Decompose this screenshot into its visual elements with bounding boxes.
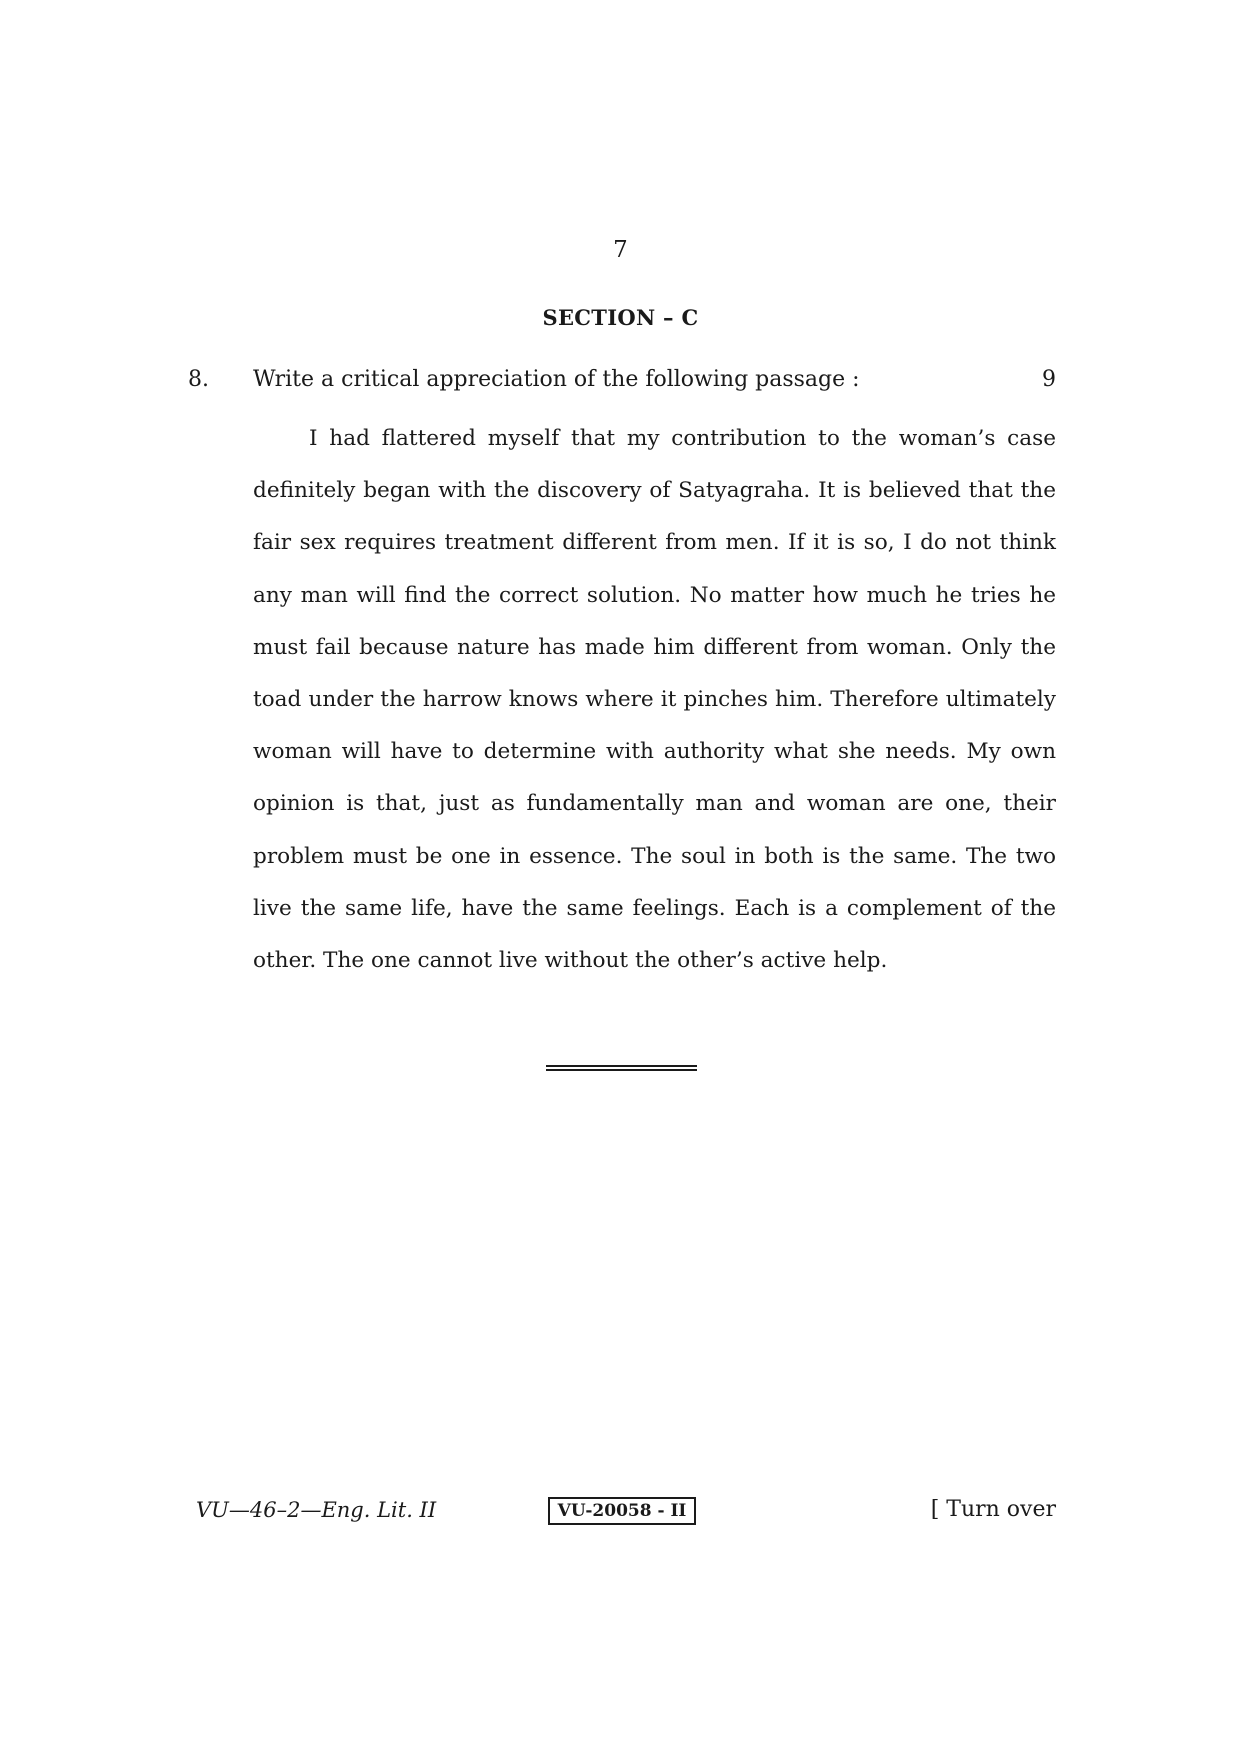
section-title: SECTION – C: [542, 305, 699, 330]
footer-paper-code: VU-20058 - II: [548, 1497, 696, 1525]
footer-paper-id: VU—46–2—Eng. Lit. II: [196, 1498, 437, 1522]
question-number: 8.: [188, 367, 209, 392]
question-marks: 9: [1042, 367, 1056, 392]
page-number: 7: [613, 237, 628, 263]
footer-turn-over: [ Turn over: [930, 1497, 1056, 1522]
question-text: Write a critical appreciation of the following passage :: [253, 367, 860, 392]
end-divider: [546, 1065, 697, 1071]
question-passage: I had flattered myself that my contribution to the woman’s case definitely began with the discovery of Satyagraha. It is believed that the fair sex requires treatment different from men. If it is so, I do not think any man will find the correct solution. No matter how much he tries he must fail because nature has made him different from woman. Only the toad under the harrow knows where it pinches him. Therefore ultimately woman will have to determine with authority what she needs. My own opinion is that, just as fundamentally man and woman are one, their problem must be one in essence. The soul in both is the same. The two live the same life, have the same feelings. Each is a complement of the other. The one cannot live without the other’s active help.: [253, 426, 1056, 974]
